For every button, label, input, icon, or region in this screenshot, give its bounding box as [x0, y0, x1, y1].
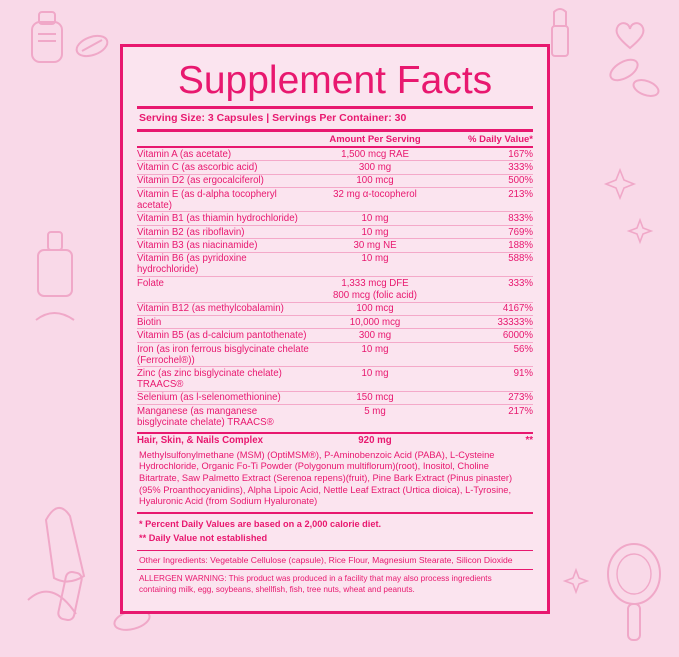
- nutrient-amount: 300 mg: [309, 161, 441, 174]
- nutrient-name: Vitamin B6 (as pyridoxine hydrochloride): [137, 252, 309, 276]
- doodle-hand-mirror-bottom-right: [600, 540, 676, 650]
- table-row: [137, 225, 533, 238]
- table-row: [137, 252, 533, 276]
- doodle-nail-polish-left: [16, 190, 96, 360]
- nutrient-dv: 56%: [441, 342, 533, 366]
- nutrient-name: Folate: [137, 277, 164, 289]
- nutrient-table: [137, 148, 533, 428]
- nutrient-dv: 6000%: [441, 329, 533, 342]
- table-row: [137, 434, 533, 446]
- other-ingredients: Other Ingredients: Vegetable Cellulose (capsule), Rice Flour, Magnesium Stearate, Silicon Dioxide: [139, 555, 513, 566]
- table-row: [137, 404, 533, 428]
- nutrient-amount: 10 mg: [309, 212, 441, 225]
- blend-dv: **: [525, 435, 533, 446]
- nutrient-amount: 150 mcg: [309, 391, 441, 404]
- blend-name: Hair, Skin, & Nails Complex: [137, 435, 263, 446]
- nutrient-amount: 1,333 mcg DFE: [341, 277, 409, 289]
- nutrient-dv: 213%: [441, 188, 533, 212]
- nutrient-dv: 188%: [441, 239, 533, 252]
- nutrient-name: Selenium (as l-selenomethionine): [137, 391, 309, 404]
- nutrient-amount: 100 mcg: [309, 174, 441, 187]
- nutrient-amount: 300 mg: [309, 329, 441, 342]
- nutrient-amount: 100 mcg: [309, 302, 441, 315]
- allergen-warning: ALLERGEN WARNING: This product was produced in a facility that may also process ingredients containing milk, egg, soybeans, shellfish, fish, tree nuts, wheat and peanuts.: [139, 574, 492, 595]
- table-row: [137, 174, 533, 187]
- nutrient-dv: 500%: [441, 174, 533, 187]
- nutrient-name: Zinc (as zinc bisglycinate chelate) TRAACS®: [137, 367, 309, 391]
- table-row: [137, 188, 533, 212]
- nutrient-dv: 217%: [508, 405, 533, 417]
- nutrient-name: Iron (as iron ferrous bisglycinate chelate (Ferrochel®)): [137, 343, 309, 366]
- nutrient-dv: 4167%: [441, 302, 533, 315]
- table-row: [137, 316, 533, 329]
- nutrient-dv: 33333%: [441, 316, 533, 329]
- table-row: [137, 212, 533, 225]
- nutrient-dv: 833%: [441, 212, 533, 225]
- doodle-sparkle-bottom-right: [560, 560, 600, 610]
- nutrient-name: Manganese (as manganese bisglycinate chelate) TRAACS®: [137, 405, 274, 428]
- nutrient-name: Vitamin B1 (as thiamin hydrochloride): [137, 212, 309, 225]
- nutrient-dv: 333%: [441, 161, 533, 174]
- blend-table: [137, 434, 533, 446]
- doodle-sparkles-right: [600, 150, 660, 270]
- nutrient-dv: 769%: [441, 225, 533, 238]
- table-row: [137, 342, 533, 366]
- nutrient-name: Vitamin C (as ascorbic acid): [137, 161, 309, 174]
- footnote-not-established: ** Daily Value not established: [139, 533, 268, 544]
- nutrient-dv: 91%: [441, 367, 533, 391]
- nutrient-name: Vitamin B5 (as d-calcium pantothenate): [137, 329, 309, 342]
- nutrient-amount: 1,500 mcg RAE: [309, 148, 441, 161]
- nutrient-dv: 273%: [441, 391, 533, 404]
- nutrient-name: Vitamin B12 (as methylcobalamin): [137, 302, 309, 315]
- table-row: [137, 161, 533, 174]
- nutrient-amount: 10 mg: [309, 252, 441, 276]
- nutrient-amount: 30 mg NE: [309, 239, 441, 252]
- table-row: [137, 329, 533, 342]
- nutrient-amount: 10,000 mcg: [309, 316, 441, 329]
- nutrient-name: Vitamin E (as d-alpha tocopheryl acetate): [137, 188, 309, 212]
- nutrient-name: Vitamin D2 (as ergocalciferol): [137, 174, 309, 187]
- page-title: Supplement Facts: [177, 59, 493, 102]
- table-row: [137, 302, 533, 315]
- nutrient-name: Vitamin B2 (as riboflavin): [137, 225, 309, 238]
- nutrient-name: Vitamin A (as acetate): [137, 148, 309, 161]
- header-amount-per-serving: Amount Per Serving: [329, 133, 421, 145]
- table-row: [137, 276, 533, 289]
- nutrient-amount: 10 mg: [309, 367, 441, 391]
- blend-ingredients: Methylsulfonylmethane (MSM) (OptiMSM®), P-Aminobenzoic Acid (PABA), L-Cysteine Hydrochloride, Organic Fo-Ti Powder (Polygonum multiflorum)(root), Inositol, Choline Bitartrate, Saw Palmetto Extract (Serenoa repens)(fruit), Pine Bark Extract (Pinus pinaster) (95% Proanthocyanidins), Alpha Lipoic Acid, Nettle Leaf Extract (Urtica dioica), L-Tyrosine, Hyaluronic Acid (from Sodium Hyaluronate): [139, 449, 513, 507]
- supplement-facts-panel: [120, 44, 550, 614]
- nutrient-name: Vitamin B3 (as niacinamide): [137, 239, 309, 252]
- nutrient-amount: 32 mg α-tocopherol: [309, 188, 441, 212]
- blend-amount: 920 mg: [358, 435, 392, 446]
- nutrient-amount: 10 mg: [309, 342, 441, 366]
- nutrient-name: Biotin: [137, 316, 309, 329]
- doodle-capsules-right: [600, 52, 670, 112]
- table-row: [137, 148, 533, 161]
- doodle-makeup-brush-bottom-left: [18, 480, 108, 640]
- doodle-heart-top-right: [610, 16, 650, 56]
- facts-table-header: [137, 132, 533, 146]
- header-daily-value: % Daily Value*: [468, 133, 533, 145]
- nutrient-dv: 333%: [508, 277, 533, 289]
- footnote-daily-value: * Percent Daily Values are based on a 2,000 calorie diet.: [139, 518, 382, 529]
- table-row: [137, 239, 533, 252]
- table-row-continuation: [137, 289, 533, 302]
- nutrient-amount: 5 mg: [364, 405, 386, 417]
- nutrient-amount: 10 mg: [309, 225, 441, 238]
- nutrient-dv: 167%: [441, 148, 533, 161]
- nutrient-dv: 588%: [441, 252, 533, 276]
- table-row: [137, 367, 533, 391]
- table-row: [137, 391, 533, 404]
- nutrient-amount-secondary: 800 mcg (folic acid): [309, 289, 441, 302]
- serving-info: Serving Size: 3 Capsules | Servings Per Container: 30: [139, 111, 407, 124]
